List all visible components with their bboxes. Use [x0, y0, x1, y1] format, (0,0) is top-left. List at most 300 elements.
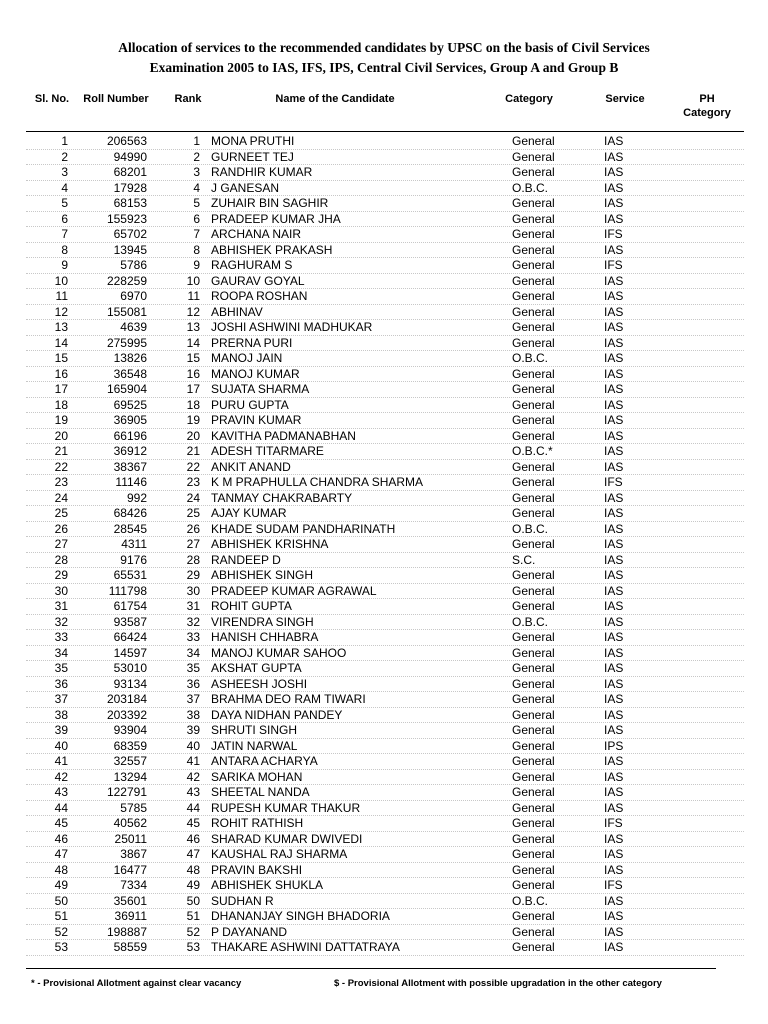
- table-row: [0, 925, 768, 941]
- cell-category: General: [512, 692, 555, 706]
- cell-rank: 35: [186, 661, 200, 675]
- cell-category: General: [512, 149, 555, 164]
- cell-rank: 9: [193, 258, 200, 272]
- cell-category: General: [512, 924, 555, 939]
- cell-category: General: [512, 940, 555, 954]
- cell-service: IAS: [604, 413, 624, 427]
- cell-service: IAS: [604, 831, 624, 846]
- cell-service: IAS: [604, 304, 624, 319]
- cell-sl-no: 28: [54, 552, 68, 567]
- cell-roll-number: 36548: [113, 366, 147, 381]
- cell-candidate-name: ROHIT RATHISH: [211, 816, 304, 830]
- cell-sl-no: 7: [61, 227, 68, 241]
- footer-note-provisional: * - Provisional Allotment against clear vacancy: [31, 978, 242, 989]
- cell-sl-no: 8: [61, 242, 68, 257]
- cell-sl-no: 5: [61, 196, 68, 210]
- cell-sl-no: 10: [54, 273, 68, 288]
- cell-roll-number: 36912: [113, 444, 147, 458]
- cell-rank: 24: [186, 490, 200, 505]
- header-divider: [26, 131, 744, 132]
- table-body: [0, 134, 768, 956]
- cell-category: General: [512, 227, 555, 241]
- cell-sl-no: 30: [54, 583, 68, 598]
- cell-candidate-name: ABHINAV: [211, 304, 263, 319]
- cell-rank: 36: [186, 676, 200, 691]
- table-row: [0, 692, 768, 708]
- cell-candidate-name: AJAY KUMAR: [211, 506, 287, 520]
- cell-sl-no: 20: [54, 428, 68, 443]
- cell-category: General: [512, 831, 555, 846]
- cell-service: IAS: [604, 521, 624, 536]
- cell-rank: 21: [186, 444, 200, 458]
- table-row: [0, 227, 768, 243]
- table-row: [0, 847, 768, 863]
- cell-rank: 7: [193, 227, 200, 241]
- cell-rank: 17: [186, 382, 200, 396]
- cell-sl-no: 49: [54, 878, 68, 892]
- cell-rank: 37: [186, 692, 200, 706]
- cell-roll-number: 206563: [106, 134, 147, 148]
- cell-rank: 43: [186, 785, 200, 799]
- cell-candidate-name: KAUSHAL RAJ SHARMA: [211, 847, 348, 861]
- footer-divider: [26, 968, 716, 969]
- table-row: [0, 723, 768, 739]
- cell-roll-number: 40562: [113, 816, 147, 830]
- cell-roll-number: 58559: [113, 940, 147, 954]
- header-roll-number: Roll Number: [83, 93, 149, 105]
- cell-rank: 16: [186, 366, 200, 381]
- cell-category: General: [512, 242, 555, 257]
- cell-service: IAS: [604, 335, 624, 350]
- cell-rank: 47: [186, 847, 200, 861]
- cell-service: IFS: [604, 258, 623, 272]
- cell-candidate-name: MONA PRUTHI: [211, 134, 295, 148]
- cell-category: General: [512, 645, 555, 660]
- cell-rank: 45: [186, 816, 200, 830]
- cell-service: IAS: [604, 754, 624, 768]
- cell-service: IAS: [604, 537, 624, 551]
- cell-rank: 14: [186, 335, 200, 350]
- cell-service: IAS: [604, 351, 624, 365]
- cell-sl-no: 15: [54, 351, 68, 365]
- cell-sl-no: 12: [54, 304, 68, 319]
- table-row: [0, 413, 768, 429]
- cell-sl-no: 44: [54, 800, 68, 815]
- cell-sl-no: 31: [54, 599, 68, 613]
- cell-candidate-name: PRERNA PURI: [211, 335, 293, 350]
- cell-roll-number: 69525: [113, 397, 147, 412]
- cell-roll-number: 3867: [120, 847, 147, 861]
- cell-category: General: [512, 459, 555, 474]
- cell-candidate-name: PRAVIN BAKSHI: [211, 862, 303, 877]
- cell-rank: 38: [186, 707, 200, 722]
- cell-sl-no: 47: [54, 847, 68, 861]
- table-row: [0, 491, 768, 507]
- cell-rank: 27: [186, 537, 200, 551]
- cell-roll-number: 66196: [113, 428, 147, 443]
- table-row: [0, 196, 768, 212]
- cell-candidate-name: JATIN NARWAL: [211, 738, 298, 753]
- table-row: [0, 832, 768, 848]
- cell-candidate-name: RUPESH KUMAR THAKUR: [211, 800, 361, 815]
- table-row: [0, 460, 768, 476]
- table-row: [0, 305, 768, 321]
- cell-category: O.B.C.: [512, 180, 549, 195]
- cell-candidate-name: MANOJ KUMAR: [211, 366, 300, 381]
- table-row: [0, 878, 768, 894]
- table-row: [0, 243, 768, 259]
- table-row: [0, 630, 768, 646]
- cell-category: General: [512, 506, 555, 520]
- cell-sl-no: 17: [54, 382, 68, 396]
- cell-category: General: [512, 630, 555, 644]
- cell-roll-number: 992: [126, 490, 147, 505]
- cell-candidate-name: SARIKA MOHAN: [211, 769, 303, 784]
- cell-service: IAS: [604, 645, 624, 660]
- cell-sl-no: 32: [54, 614, 68, 629]
- table-row: [0, 150, 768, 166]
- cell-sl-no: 41: [54, 754, 68, 768]
- cell-service: IFS: [604, 227, 623, 241]
- cell-roll-number: 165904: [106, 382, 147, 396]
- cell-service: IAS: [604, 149, 624, 164]
- cell-rank: 4: [193, 180, 200, 195]
- cell-sl-no: 27: [54, 537, 68, 551]
- cell-rank: 11: [187, 289, 200, 303]
- cell-sl-no: 16: [54, 366, 68, 381]
- cell-category: General: [512, 754, 555, 768]
- cell-category: General: [512, 769, 555, 784]
- cell-candidate-name: KAVITHA PADMANABHAN: [211, 428, 356, 443]
- cell-rank: 18: [186, 397, 200, 412]
- cell-candidate-name: ABHISHEK SINGH: [211, 568, 314, 582]
- table-row: [0, 785, 768, 801]
- cell-sl-no: 9: [61, 258, 68, 272]
- cell-service: IAS: [604, 707, 624, 722]
- cell-candidate-name: VIRENDRA SINGH: [211, 614, 314, 629]
- cell-category: General: [512, 909, 555, 923]
- table-header: [0, 92, 768, 132]
- table-row: [0, 212, 768, 228]
- cell-sl-no: 52: [54, 924, 68, 939]
- header-service: Service: [605, 93, 645, 105]
- cell-sl-no: 48: [54, 862, 68, 877]
- cell-rank: 13: [186, 320, 200, 334]
- cell-roll-number: 35601: [113, 893, 147, 908]
- cell-service: IFS: [604, 475, 623, 489]
- cell-rank: 22: [186, 459, 200, 474]
- header-ph-line1: PH: [699, 93, 715, 105]
- cell-rank: 41: [186, 754, 200, 768]
- table-row: [0, 475, 768, 491]
- cell-roll-number: 155923: [106, 211, 147, 226]
- cell-category: O.B.C.: [512, 351, 549, 365]
- cell-candidate-name: PRAVIN KUMAR: [211, 413, 302, 427]
- cell-sl-no: 38: [54, 707, 68, 722]
- table-row: [0, 568, 768, 584]
- table-row: [0, 274, 768, 290]
- cell-roll-number: 7334: [120, 878, 147, 892]
- cell-sl-no: 35: [54, 661, 68, 675]
- cell-service: IAS: [604, 599, 624, 613]
- table-row: [0, 336, 768, 352]
- cell-service: IAS: [604, 583, 624, 598]
- title-line-1: Allocation of services to the recommended candidates by UPSC on the basis of Civil Services: [118, 40, 650, 55]
- cell-rank: 8: [193, 242, 200, 257]
- cell-roll-number: 5786: [120, 258, 147, 272]
- table-row: [0, 258, 768, 274]
- cell-rank: 48: [186, 862, 200, 877]
- cell-service: IAS: [604, 382, 624, 396]
- cell-rank: 15: [186, 351, 200, 365]
- cell-candidate-name: J GANESAN: [211, 180, 280, 195]
- cell-category: O.B.C.: [512, 521, 549, 536]
- cell-sl-no: 25: [54, 506, 68, 520]
- cell-sl-no: 37: [54, 692, 68, 706]
- cell-service: IAS: [604, 444, 624, 458]
- cell-roll-number: 25011: [114, 831, 147, 846]
- cell-candidate-name: HANISH CHHABRA: [211, 630, 319, 644]
- cell-roll-number: 17928: [113, 180, 147, 195]
- cell-service: IAS: [604, 320, 624, 334]
- header-ph-line2: Category: [683, 107, 731, 119]
- cell-roll-number: 53010: [113, 661, 147, 675]
- cell-roll-number: 14597: [113, 645, 147, 660]
- cell-service: IAS: [604, 397, 624, 412]
- table-row: [0, 599, 768, 615]
- cell-service: IAS: [604, 692, 624, 706]
- cell-candidate-name: SHARAD KUMAR DWIVEDI: [211, 831, 363, 846]
- cell-rank: 40: [186, 738, 200, 753]
- cell-candidate-name: ASHEESH JOSHI: [211, 676, 308, 691]
- cell-rank: 42: [186, 769, 200, 784]
- cell-category: General: [512, 816, 555, 830]
- header-sl-no: Sl. No.: [34, 93, 70, 105]
- cell-service: IAS: [604, 661, 624, 675]
- cell-category: General: [512, 366, 555, 381]
- cell-rank: 32: [186, 614, 200, 629]
- cell-roll-number: 38367: [113, 459, 147, 474]
- cell-service: IAS: [604, 180, 624, 195]
- cell-candidate-name: GURNEET TEJ: [211, 149, 294, 164]
- cell-category: O.B.C.: [512, 614, 549, 629]
- cell-roll-number: 16477: [113, 862, 147, 877]
- cell-roll-number: 13294: [113, 769, 147, 784]
- cell-category: General: [512, 661, 555, 675]
- cell-sl-no: 42: [54, 769, 68, 784]
- cell-roll-number: 66424: [113, 630, 147, 644]
- cell-sl-no: 46: [54, 831, 68, 846]
- cell-rank: 31: [186, 599, 200, 613]
- cell-rank: 39: [186, 723, 200, 737]
- cell-roll-number: 28545: [113, 521, 147, 536]
- table-row: [0, 181, 768, 197]
- cell-roll-number: 61754: [113, 599, 147, 613]
- cell-roll-number: 4639: [120, 320, 147, 334]
- header-category: Category: [505, 93, 553, 105]
- title-line-2: Examination 2005 to IAS, IFS, IPS, Central Civil Services, Group A and Group B: [149, 60, 619, 75]
- cell-sl-no: 24: [54, 490, 68, 505]
- footer-note-upgradation: $ - Provisional Allotment with possible upgradation in the other category: [334, 978, 662, 989]
- cell-candidate-name: DAYA NIDHAN PANDEY: [211, 707, 343, 722]
- cell-category: General: [512, 583, 555, 598]
- cell-candidate-name: ZUHAIR BIN SAGHIR: [211, 196, 329, 210]
- cell-sl-no: 51: [54, 909, 68, 923]
- cell-category: General: [512, 165, 555, 179]
- cell-service: IAS: [604, 366, 624, 381]
- table-row: [0, 537, 768, 553]
- cell-rank: 49: [186, 878, 200, 892]
- cell-category: General: [512, 490, 555, 505]
- cell-service: IAS: [604, 506, 624, 520]
- table-row: [0, 320, 768, 336]
- cell-category: General: [512, 785, 555, 799]
- cell-roll-number: 65531: [113, 568, 147, 582]
- cell-rank: 3: [193, 165, 200, 179]
- cell-roll-number: 36911: [114, 909, 147, 923]
- cell-sl-no: 14: [54, 335, 68, 350]
- cell-sl-no: 6: [61, 211, 68, 226]
- cell-candidate-name: PRADEEP KUMAR AGRAWAL: [211, 583, 377, 598]
- cell-roll-number: 5785: [120, 800, 147, 815]
- cell-service: IAS: [604, 800, 624, 815]
- cell-category: General: [512, 397, 555, 412]
- cell-category: General: [512, 537, 555, 551]
- header-ph-category: [676, 92, 738, 120]
- cell-rank: 28: [186, 552, 200, 567]
- table-row: [0, 894, 768, 910]
- table-row: [0, 708, 768, 724]
- cell-category: General: [512, 599, 555, 613]
- cell-sl-no: 18: [54, 397, 68, 412]
- cell-rank: 10: [186, 273, 200, 288]
- cell-sl-no: 22: [54, 459, 68, 474]
- cell-roll-number: 203392: [106, 707, 147, 722]
- cell-rank: 44: [186, 800, 200, 815]
- table-row: [0, 754, 768, 770]
- cell-service: IAS: [604, 459, 624, 474]
- cell-roll-number: 11146: [115, 475, 147, 489]
- cell-candidate-name: RAGHURAM S: [211, 258, 293, 272]
- cell-rank: 20: [186, 428, 200, 443]
- cell-category: General: [512, 475, 555, 489]
- cell-rank: 23: [186, 475, 200, 489]
- cell-rank: 33: [186, 630, 200, 644]
- cell-sl-no: 34: [54, 645, 68, 660]
- table-row: [0, 382, 768, 398]
- cell-sl-no: 4: [61, 180, 68, 195]
- cell-category: General: [512, 196, 555, 210]
- cell-category: General: [512, 211, 555, 226]
- cell-sl-no: 29: [54, 568, 68, 582]
- cell-roll-number: 6970: [120, 289, 147, 303]
- cell-category: General: [512, 862, 555, 877]
- cell-category: General: [512, 382, 555, 396]
- cell-candidate-name: GAURAV GOYAL: [211, 273, 305, 288]
- table-row: [0, 444, 768, 460]
- cell-category: General: [512, 723, 555, 737]
- cell-sl-no: 23: [54, 475, 68, 489]
- cell-roll-number: 9176: [120, 552, 147, 567]
- cell-candidate-name: PRADEEP KUMAR JHA: [211, 211, 341, 226]
- cell-roll-number: 93134: [113, 676, 147, 691]
- cell-service: IFS: [604, 816, 623, 830]
- cell-candidate-name: DHANANJAY SINGH BHADORIA: [211, 909, 390, 923]
- cell-service: IAS: [604, 676, 624, 691]
- cell-candidate-name: THAKARE ASHWINI DATTATRAYA: [211, 940, 400, 954]
- cell-rank: 25: [186, 506, 200, 520]
- cell-roll-number: 65702: [113, 227, 147, 241]
- cell-category: General: [512, 320, 555, 334]
- cell-service: IAS: [604, 428, 624, 443]
- cell-roll-number: 275995: [106, 335, 147, 350]
- cell-service: IFS: [604, 878, 623, 892]
- cell-sl-no: 19: [54, 413, 68, 427]
- cell-category: O.B.C.: [512, 893, 549, 908]
- table-row: [0, 367, 768, 383]
- cell-rank: 50: [186, 893, 200, 908]
- cell-rank: 30: [186, 583, 200, 598]
- table-row: [0, 739, 768, 755]
- cell-candidate-name: RANDHIR KUMAR: [211, 165, 313, 179]
- cell-candidate-name: P DAYANAND: [211, 924, 288, 939]
- cell-roll-number: 93904: [113, 723, 147, 737]
- cell-service: IAS: [604, 289, 624, 303]
- table-row: [0, 134, 768, 150]
- cell-candidate-name: BRAHMA DEO RAM TIWARI: [211, 692, 366, 706]
- table-row: [0, 289, 768, 305]
- cell-rank: 26: [186, 521, 200, 536]
- cell-roll-number: 68426: [113, 506, 147, 520]
- cell-sl-no: 13: [54, 320, 68, 334]
- cell-rank: 52: [186, 924, 200, 939]
- cell-service: IAS: [604, 552, 624, 567]
- cell-category: General: [512, 707, 555, 722]
- cell-roll-number: 93587: [113, 614, 147, 629]
- cell-candidate-name: MANOJ KUMAR SAHOO: [211, 645, 347, 660]
- cell-sl-no: 40: [54, 738, 68, 753]
- table-row: [0, 553, 768, 569]
- cell-roll-number: 36905: [113, 413, 147, 427]
- cell-candidate-name: ABHISHEK PRAKASH: [211, 242, 333, 257]
- cell-candidate-name: TANMAY CHAKRABARTY: [211, 490, 353, 505]
- cell-service: IAS: [604, 242, 624, 257]
- cell-service: IAS: [604, 909, 624, 923]
- cell-candidate-name: PURU GUPTA: [211, 397, 289, 412]
- cell-service: IAS: [604, 273, 624, 288]
- cell-rank: 29: [186, 568, 200, 582]
- cell-sl-no: 3: [61, 165, 68, 179]
- cell-roll-number: 111798: [108, 583, 147, 598]
- cell-rank: 46: [186, 831, 200, 846]
- cell-service: IAS: [604, 614, 624, 629]
- cell-sl-no: 45: [54, 816, 68, 830]
- table-row: [0, 816, 768, 832]
- cell-candidate-name: SUDHAN R: [211, 893, 274, 908]
- cell-category: General: [512, 847, 555, 861]
- cell-candidate-name: AKSHAT GUPTA: [211, 661, 302, 675]
- table-row: [0, 165, 768, 181]
- cell-roll-number: 32557: [113, 754, 147, 768]
- header-candidate-name: Name of the Candidate: [275, 93, 395, 105]
- cell-roll-number: 94990: [113, 149, 147, 164]
- cell-category: General: [512, 289, 555, 303]
- cell-category: General: [512, 413, 555, 427]
- table-row: [0, 801, 768, 817]
- cell-sl-no: 11: [55, 289, 68, 303]
- cell-service: IAS: [604, 568, 624, 582]
- cell-candidate-name: ANTARA ACHARYA: [211, 754, 318, 768]
